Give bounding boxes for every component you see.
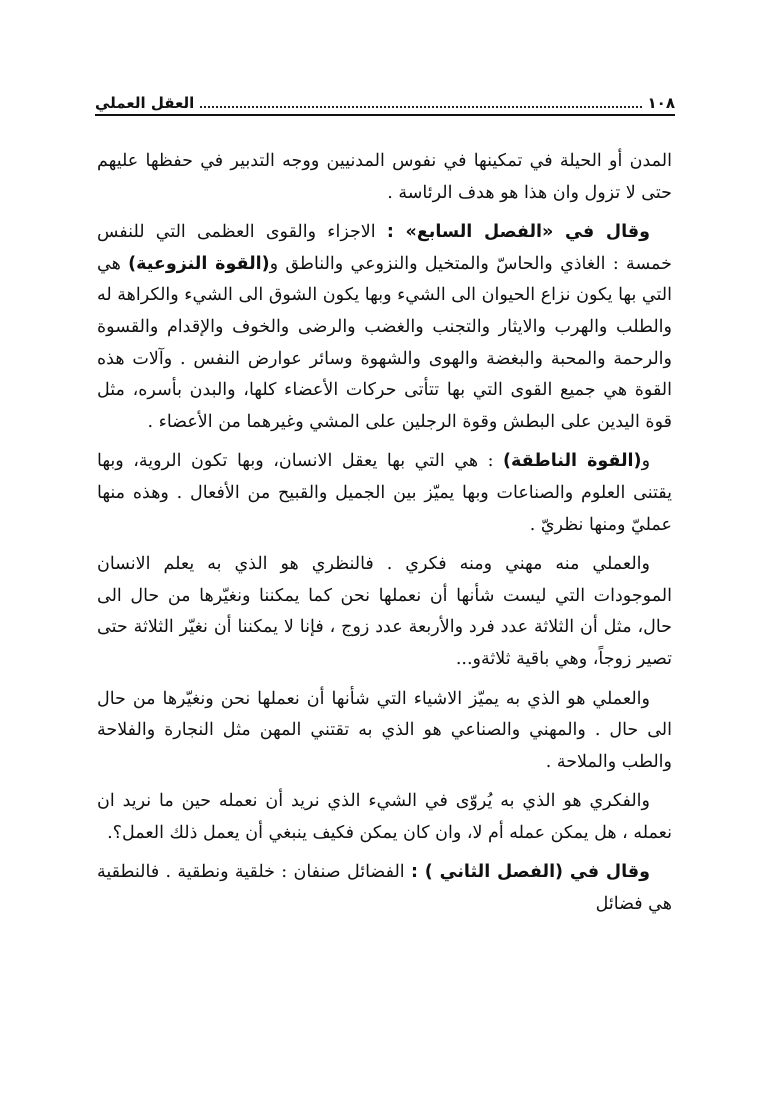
section-lead-chapter-7: وقال في «الفصل السابع» : — [386, 222, 650, 243]
paragraph-text: والعملي هو الذي به يميّز الاشياء التي شأنها أن نعملها نحن ونغيّرها من حال الى حال . والمهني والصناعي هو الذي به تقتني المهن مثل النجارة والفلاحة والطب والملاحة . — [97, 688, 672, 772]
paragraph-1 — [97, 146, 672, 209]
term-appetitive-faculty: (القوة النزوعية) — [128, 253, 270, 274]
paragraph-text: الفضائل صنفان : خلقية ونطقية . فالنطقية هي فضائل — [97, 862, 672, 915]
paragraph-text: المدن أو الحيلة في تمكينها في نفوس المدنيين ووجه التدبير في حفظها عليهم حتى لا تزول وان هذا هو هدف الرئاسة . — [97, 151, 672, 203]
body-text — [97, 146, 672, 929]
header-rule — [95, 114, 675, 116]
paragraph-text: هي التي بها يكون نزاع الحيوان الى الشيء وبها يكون الشوق الى الشيء والكراهة له والطلب والهرب والايثار والتجنب والغضب والرضى والخوف والإقدام والقسوة والرحمة والمحبة والبغضة والهوى والشهوة وسائر عوارض النفس . وآلات هذه القوة هي جميع القوى التي بها تتأتى حركات الأعضاء كلها، والبدن بأسره، مثل قوة اليدين على البطش وقوة الرجلين على المشي وغيرهما من الأعضاء . — [97, 253, 672, 432]
section-lead-chapter-2: وقال في (الفصل الثاني ) : — [410, 862, 650, 883]
paragraph-7 — [97, 857, 672, 920]
header-dot-leader — [200, 105, 641, 108]
running-header — [95, 86, 675, 112]
paragraph-3 — [97, 446, 672, 541]
term-rational-faculty: (القوة الناطقة) — [503, 451, 642, 472]
paragraph-text: و — [641, 451, 651, 472]
paragraph-text: والفكري هو الذي به يُروّى في الشيء الذي نريد أن نعمله حين ما نريد ان نعمله ، هل يمكن عمله أم لا، وان كان يمكن فكيف ينبغي أن يعمل ذلك العمل؟. — [97, 791, 672, 843]
paragraph-2 — [97, 217, 672, 438]
page-number: ١٠٨ — [647, 94, 675, 112]
paragraph-4 — [97, 549, 672, 675]
paragraph-text: : هي التي بها يعقل الانسان، وبها تكون الروية، وبها يقتنى العلوم والصناعات وبها يميّز بين الجميل والقبيح من الأفعال . وهذه منها عمليّ ومنها نظريّ . — [97, 451, 672, 535]
running-title: العقل العملي — [95, 94, 195, 112]
paragraph-text: الاجزاء والقوى العظمى التي للنفس خمسة : الغاذي والحاسّ والمتخيل والنزوعي والناطق و — [97, 222, 672, 274]
paragraph-6 — [97, 786, 672, 849]
paragraph-text: والعملي منه مهني ومنه فكري . فالنظري هو الذي به يعلم الانسان الموجودات التي ليست شأنها أن نعملها نحن كما يمكننا ونغيّرها من حال الى حال، مثل أن الثلاثة عدد فرد والأربعة عدد زوج ، فإنا لا يمكننا أن نغيّر الثلاثة حتى تصير زوجاً، وهي باقية ثلاثةو... — [97, 554, 672, 669]
paragraph-5 — [97, 684, 672, 779]
